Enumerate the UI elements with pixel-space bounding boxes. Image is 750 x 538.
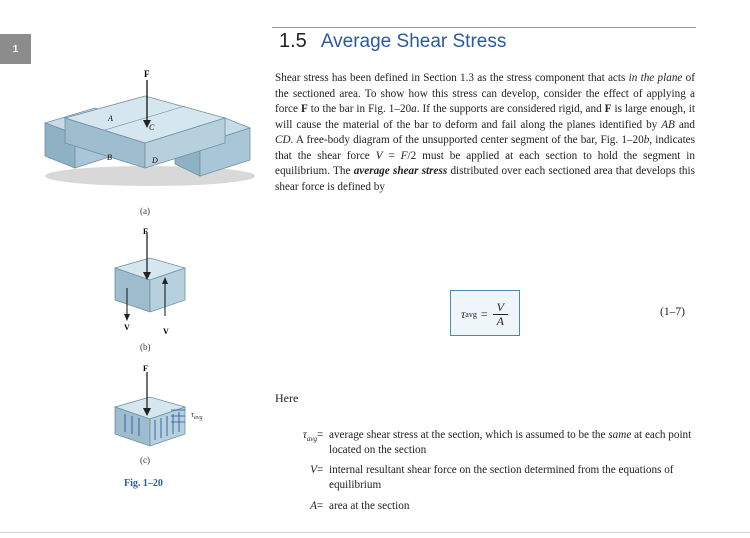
point-b-label: B	[107, 153, 112, 162]
top-rule	[272, 27, 696, 28]
equation-numerator: V	[493, 301, 508, 315]
body-paragraph: Shear stress has been defined in Section 1.3 as the stress component that acts in the plane of the sectioned area. To show how this stress can develop, consider the effect of applying a force F to the bar in Fig. 1–20a. If the supports are considered rigid, and F is large enough, it will cause the material of the bar to deform and fail along the planes identified by AB and CD. A free-body diagram of the unsupported center segment of the bar, Fig. 1–20b, indicates that the shear force V = F/2 must be applied at each section to hold the segment in equilibrium. The average shear stress distributed over each sectioned area that develops this shear force is defined by	[275, 72, 695, 193]
shear-label-left: V	[124, 323, 130, 332]
force-label: F	[144, 69, 150, 79]
equation-denominator: A	[496, 314, 504, 328]
tau-label: $\tau_{avg}$	[191, 410, 203, 421]
definition-symbol: V	[310, 464, 317, 476]
equation-fraction	[493, 301, 508, 328]
figure-shadow	[45, 166, 255, 186]
equation-box	[450, 290, 520, 336]
figure-label-c: (c)	[140, 455, 150, 465]
definition-symbol: $\tau_{avg}$	[302, 429, 317, 444]
section-header	[279, 30, 506, 53]
point-a-label: A	[108, 114, 113, 123]
force-label: F	[143, 364, 148, 373]
figure-1-20b	[105, 226, 205, 338]
shear-arrow-left-head	[124, 314, 130, 321]
page-tab-number: 1	[12, 43, 19, 55]
definition-text: area at the section	[329, 500, 410, 512]
definition-equals: =	[317, 464, 324, 476]
figure-label-a: (a)	[140, 206, 150, 216]
equation-lhs: τ	[461, 307, 466, 321]
definition-text: internal resultant shear force on the section determined from the equations of equilibrium	[329, 464, 674, 491]
equation-lhs-sub: avg	[465, 310, 477, 319]
force-label: F	[143, 227, 148, 236]
equation-number: (1–7)	[660, 306, 685, 318]
section-title: Average Shear Stress	[320, 31, 507, 52]
bottom-rule	[0, 532, 750, 533]
point-c-label: C	[149, 123, 155, 132]
figure-caption: Fig. 1–20	[124, 478, 163, 489]
equation	[461, 301, 508, 328]
equation-equals: =	[480, 307, 488, 321]
definition-text: average shear stress at the section, which is assumed to be the same at each point located on the section	[329, 429, 692, 456]
definition-equals: =	[317, 500, 324, 512]
section-number: 1.5	[279, 30, 307, 52]
figure-1-20a	[35, 68, 260, 198]
shear-label-right: V	[163, 327, 169, 336]
figure-1-20c	[105, 362, 225, 452]
point-d-label: D	[152, 156, 158, 165]
here-label: Here	[275, 391, 299, 405]
definition-equals: =	[317, 429, 324, 441]
page-tab	[0, 34, 31, 64]
figure-label-b: (b)	[140, 342, 151, 352]
definition-symbol: A	[310, 500, 317, 512]
